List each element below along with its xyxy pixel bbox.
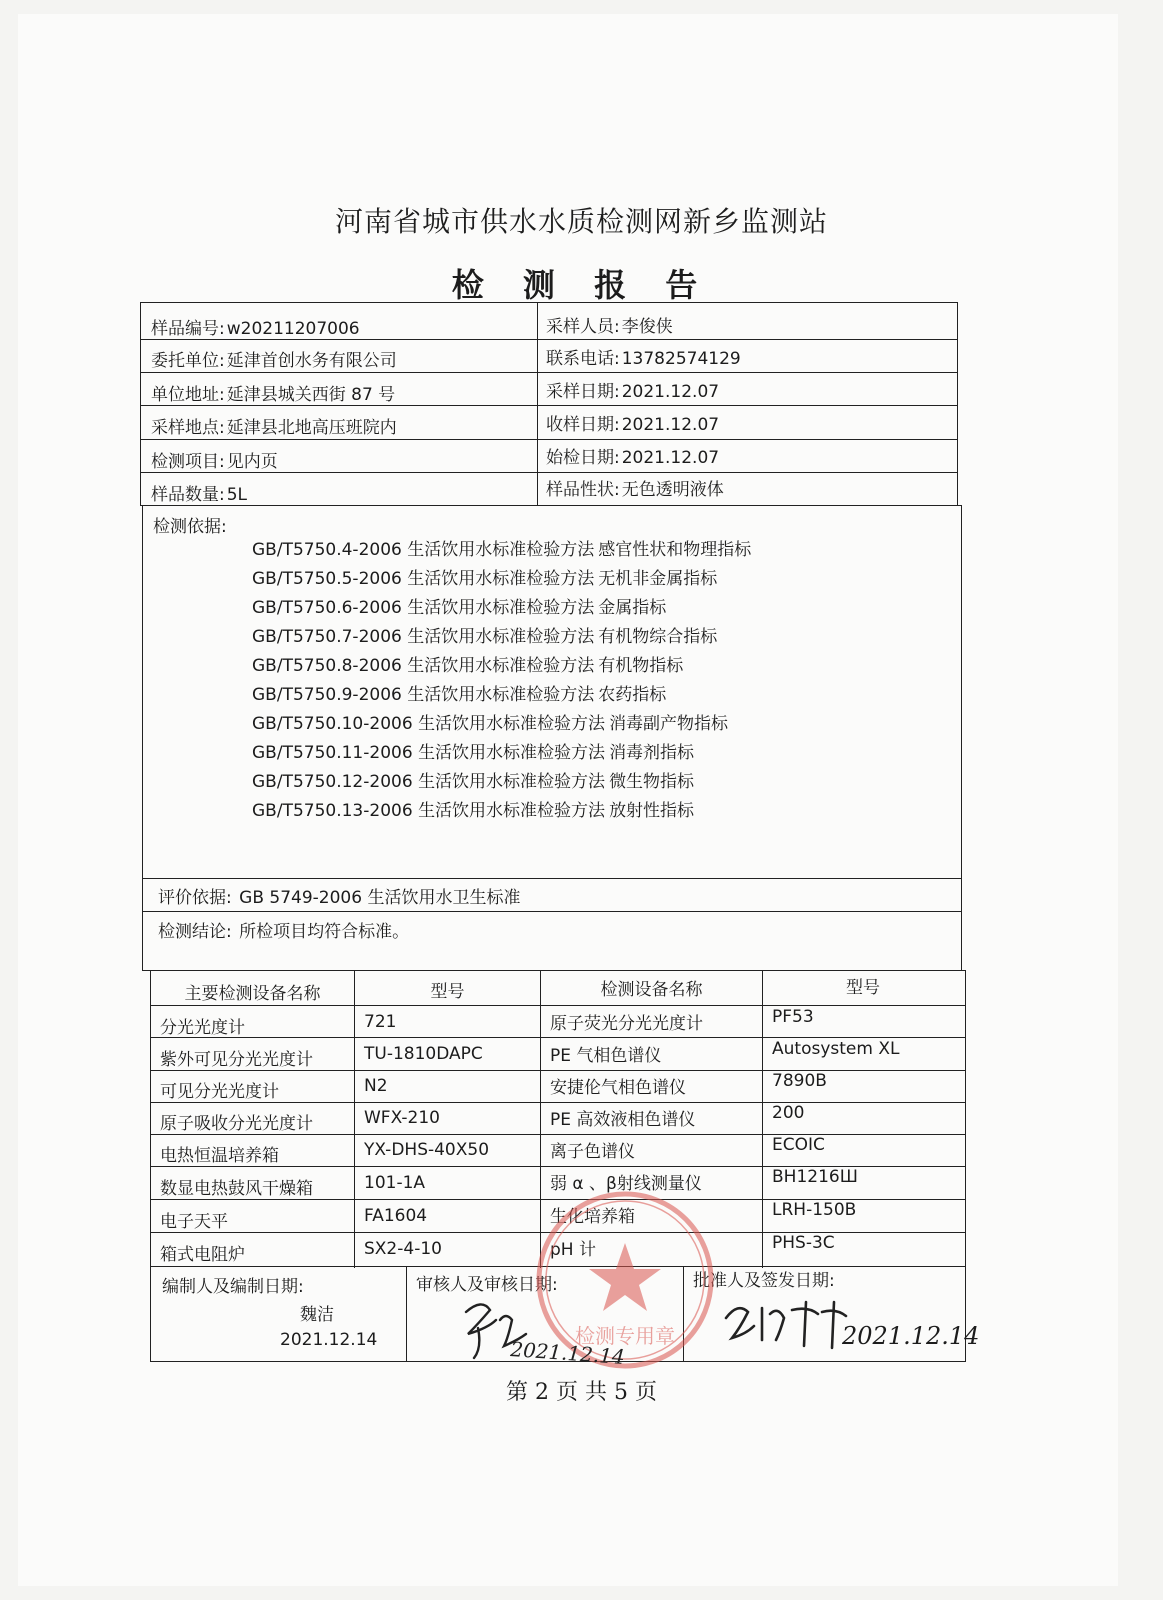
start-date: 始检日期: 2021.12.07 bbox=[546, 448, 720, 468]
standard-line: GB/T5750.6-2006 生活饮用水标准检验方法 金属指标 bbox=[252, 598, 667, 618]
approver-signature bbox=[718, 1288, 858, 1358]
equipment-cell: WFX-210 bbox=[364, 1108, 440, 1128]
standard-line: GB/T5750.4-2006 生活饮用水标准检验方法 感官性状和物理指标 bbox=[252, 540, 752, 560]
equipment-cell: 数显电热鼓风干燥箱 bbox=[160, 1179, 313, 1199]
seal-text: 检测专用章 bbox=[575, 1324, 675, 1348]
sampling-location: 采样地点: 延津县北地高压班院内 bbox=[151, 418, 397, 438]
equipment-cell: 生化培养箱 bbox=[550, 1207, 635, 1227]
compile-date: 2021.12.14 bbox=[280, 1330, 378, 1350]
row-line bbox=[143, 911, 961, 912]
test-conclusion: 检测结论: 所检项目均符合标准。 bbox=[158, 922, 410, 942]
receive-date: 收样日期: 2021.12.07 bbox=[546, 415, 720, 435]
standard-line: GB/T5750.9-2006 生活饮用水标准检验方法 农药指标 bbox=[252, 685, 667, 705]
header-model: 型号 bbox=[430, 982, 465, 1002]
client: 委托单位: 延津首创水务有限公司 bbox=[151, 351, 397, 371]
equipment-cell: YX-DHS-40X50 bbox=[364, 1140, 490, 1160]
address: 单位地址: 延津县城关西街 87 号 bbox=[151, 385, 396, 405]
equipment-cell: 离子色谱仪 bbox=[550, 1142, 635, 1162]
equipment-cell: ECOIC bbox=[772, 1135, 825, 1155]
test-items: 检测项目: 见内页 bbox=[151, 452, 278, 472]
header-equipment-name: 主要检测设备名称 bbox=[184, 984, 321, 1004]
col-line bbox=[762, 971, 763, 1268]
compiler-label: 编制人及编制日期: bbox=[162, 1277, 304, 1297]
row-line bbox=[141, 439, 957, 440]
approver-date: 2021.12.14 bbox=[842, 1322, 980, 1350]
approver-label: 批准人及签发日期: bbox=[693, 1271, 835, 1291]
equipment-cell: 电热恒温培养箱 bbox=[160, 1146, 279, 1166]
evaluation-basis: 评价依据: GB 5749-2006 生活饮用水卫生标准 bbox=[158, 888, 521, 908]
equipment-cell: PE 气相色谱仪 bbox=[550, 1046, 662, 1066]
equipment-cell: LRH-150B bbox=[772, 1200, 857, 1220]
reviewer-signature bbox=[448, 1290, 648, 1370]
phone: 联系电话: 13782574129 bbox=[546, 349, 741, 369]
equipment-cell: SX2-4-10 bbox=[364, 1239, 442, 1259]
equipment-cell: 原子吸收分光光度计 bbox=[160, 1114, 313, 1134]
row-line bbox=[141, 372, 957, 373]
equipment-cell: 箱式电阻炉 bbox=[160, 1245, 245, 1265]
organization-title: 河南省城市供水水质检测网新乡监测站 bbox=[334, 205, 828, 238]
reviewer-label: 审核人及审核日期: bbox=[416, 1275, 558, 1295]
equipment-cell: Autosystem XL bbox=[772, 1039, 900, 1059]
equipment-cell: 分光光度计 bbox=[160, 1018, 245, 1038]
sample-character: 样品性状: 无色透明液体 bbox=[546, 480, 724, 500]
basis-label: 检测依据: bbox=[153, 517, 227, 537]
equipment-cell: PE 高效液相色谱仪 bbox=[550, 1110, 696, 1130]
standard-line: GB/T5750.5-2006 生活饮用水标准检验方法 无机非金属指标 bbox=[252, 569, 718, 589]
equipment-cell: 安捷伦气相色谱仪 bbox=[550, 1078, 686, 1098]
equipment-cell: BH1216Ш bbox=[772, 1167, 858, 1187]
report-title: 检 测 报 告 bbox=[451, 266, 712, 304]
sampler: 采样人员: 李俊侠 bbox=[546, 317, 673, 337]
standard-line: GB/T5750.12-2006 生活饮用水标准检验方法 微生物指标 bbox=[252, 772, 695, 792]
equipment-cell: 原子荧光分光光度计 bbox=[550, 1014, 703, 1034]
page-number: 第 2 页 共 5 页 bbox=[506, 1380, 657, 1405]
header-equipment-name-2: 检测设备名称 bbox=[600, 980, 703, 1000]
standard-line: GB/T5750.7-2006 生活饮用水标准检验方法 有机物综合指标 bbox=[252, 627, 718, 647]
equipment-cell: TU-1810DAPC bbox=[364, 1044, 483, 1064]
equipment-cell: 电子天平 bbox=[160, 1212, 228, 1232]
standard-line: GB/T5750.13-2006 生活饮用水标准检验方法 放射性指标 bbox=[252, 801, 695, 821]
equipment-cell: 7890B bbox=[772, 1071, 827, 1091]
row-line bbox=[151, 1134, 965, 1135]
standard-line: GB/T5750.10-2006 生活饮用水标准检验方法 消毒副产物指标 bbox=[252, 714, 729, 734]
header-model-2: 型号 bbox=[846, 978, 880, 998]
equipment-cell: PHS-3C bbox=[772, 1233, 835, 1253]
reviewer-date: 2021.12.14 bbox=[509, 1337, 626, 1369]
equipment-cell: 弱 α 、β射线测量仪 bbox=[550, 1174, 702, 1194]
row-line bbox=[141, 472, 957, 473]
row-line bbox=[151, 1102, 965, 1103]
row-line bbox=[151, 1070, 965, 1071]
standard-line: GB/T5750.11-2006 生活饮用水标准检验方法 消毒剂指标 bbox=[252, 743, 695, 763]
equipment-cell: 紫外可见分光光度计 bbox=[160, 1050, 313, 1070]
equipment-cell: 可见分光光度计 bbox=[160, 1082, 279, 1102]
equipment-cell: pH 计 bbox=[550, 1240, 596, 1260]
sample-quantity: 样品数量: 5L bbox=[151, 485, 248, 505]
row-line bbox=[151, 1005, 965, 1006]
standard-line: GB/T5750.8-2006 生活饮用水标准检验方法 有机物指标 bbox=[252, 656, 684, 676]
sampling-date: 采样日期: 2021.12.07 bbox=[546, 382, 720, 402]
compiler-name: 魏洁 bbox=[300, 1305, 334, 1325]
col-line bbox=[354, 971, 355, 1268]
equipment-cell: PF53 bbox=[772, 1007, 814, 1027]
row-line bbox=[141, 405, 957, 406]
equipment-cell: 101-1A bbox=[364, 1173, 426, 1193]
equipment-cell: 721 bbox=[364, 1012, 397, 1032]
col-line bbox=[406, 1266, 407, 1361]
equipment-cell: N2 bbox=[364, 1076, 388, 1096]
equipment-cell: 200 bbox=[772, 1103, 805, 1123]
row-line bbox=[151, 1037, 965, 1038]
row-line bbox=[143, 878, 961, 879]
sample-number: 样品编号: w20211207006 bbox=[151, 319, 360, 339]
equipment-cell: FA1604 bbox=[364, 1206, 428, 1226]
row-line bbox=[141, 339, 957, 340]
